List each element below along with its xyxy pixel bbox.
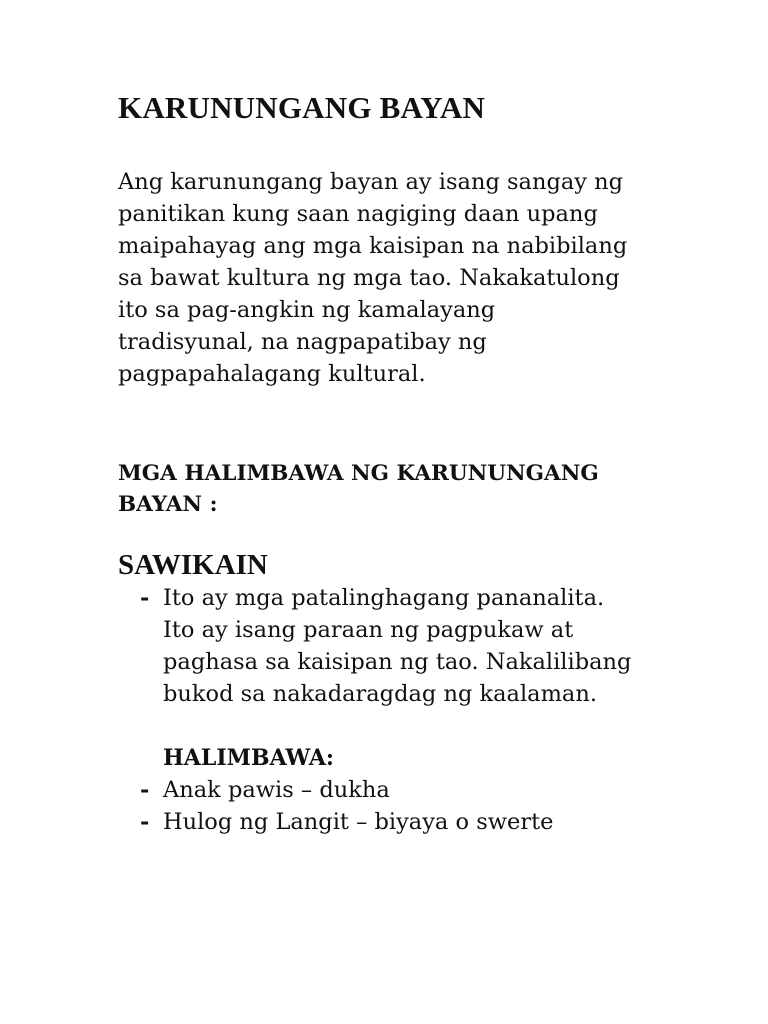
examples-heading [118,458,678,520]
intro-line: tradisyunal, na nagpapatibay ng [118,329,487,355]
definition-list [118,582,678,710]
intro-paragraph [118,166,663,390]
examples-list [118,774,678,838]
intro-line: sa bawat kultura ng mga tao. Nakakatulong [118,265,620,291]
dash-bullet: - [140,585,150,611]
document-title: KARUNUNGANG BAYAN [118,90,486,125]
list-item [118,582,678,710]
definition-line: paghasa sa kaisipan ng tao. Nakalilibang [163,649,632,675]
definition-line: bukod sa nakadaragdag ng kaalaman. [163,681,597,707]
intro-line: ito sa pag-angkin ng kamalayang [118,297,496,323]
intro-line: maipahayag ang mga kaisipan na nabibilang [118,233,628,259]
list-item [118,774,678,806]
intro-line: Ang karunungang bayan ay isang sangay ng [118,169,624,195]
definition-line: Ito ay mga patalinghagang pananalita. [163,585,605,611]
intro-line: pagpapahalagang kultural. [118,361,426,387]
dash-bullet: - [140,777,150,803]
dash-bullet: - [140,809,150,835]
example-item: Hulog ng Langit – biyaya o swerte [163,809,554,835]
examples-label: HALIMBAWA: [163,745,335,771]
document-page [118,88,678,838]
definition-line: Ito ay isang paraan ng pagpukaw at [163,617,574,643]
example-item: Anak pawis – dukha [163,777,390,803]
examples-heading-line: BAYAN : [118,492,218,517]
section-title-sawikain: SAWIKAIN [118,549,268,581]
intro-line: panitikan kung saan nagiging daan upang [118,201,598,227]
list-item [118,806,678,838]
examples-heading-line: MGA HALIMBAWA NG KARUNUNGANG [118,461,599,486]
